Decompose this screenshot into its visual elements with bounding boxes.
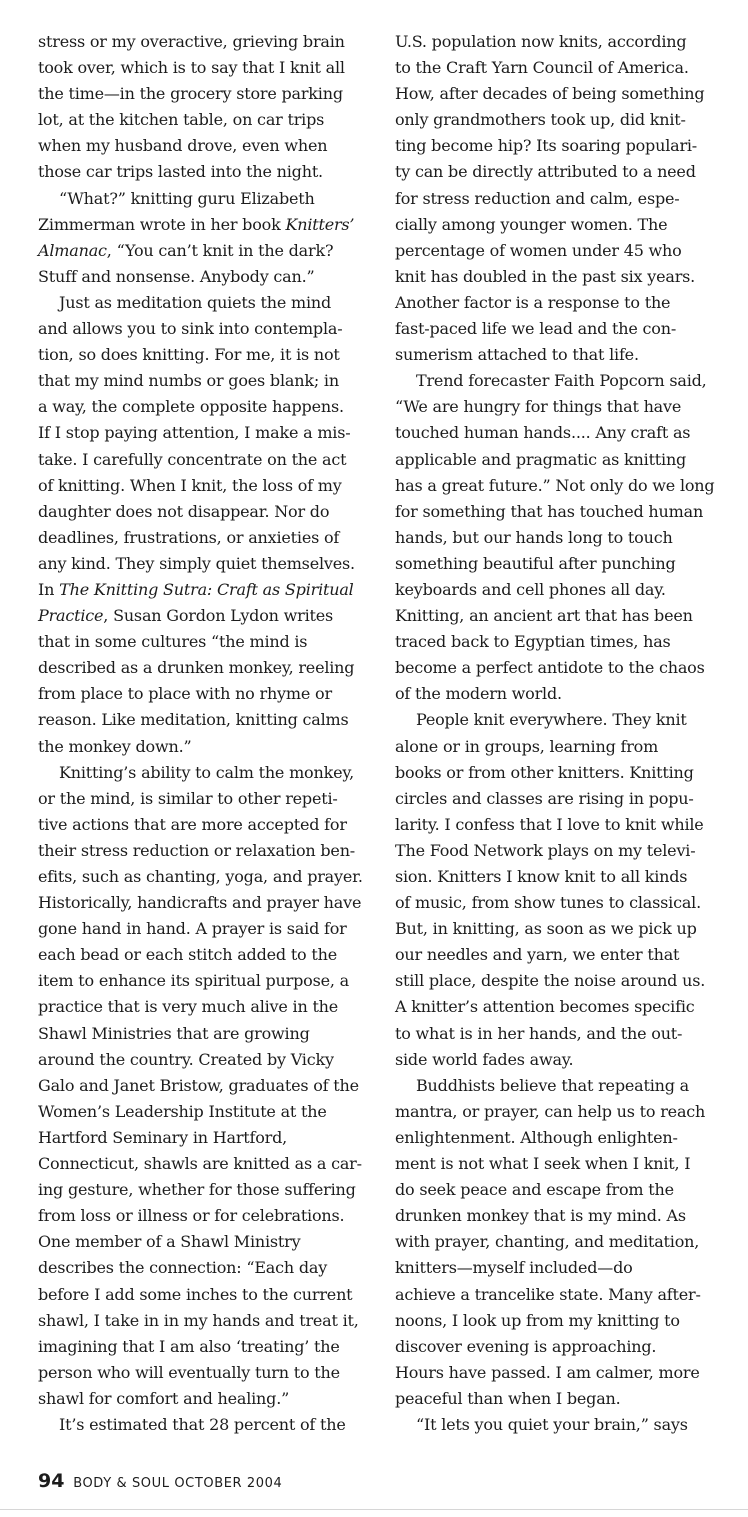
italic-title: Knitters’ Almanac <box>38 214 355 260</box>
body-paragraph <box>395 29 721 368</box>
body-paragraph <box>38 186 364 290</box>
paragraph-text: Knitting’s ability to calm the monkey, or the mind, is similar to other repeti- tive actions that are more accepted for their stress reduction or relaxation ben- efits, such as chanting, yoga, and prayer. Historically, handicrafts and prayer have gone hand in hand. A prayer is said for each bead or each stitch added to the item to enhance its spiritual purpose, a practice that is very much alive in the Shawl Ministries that are growing around the country. Created by Vicky Galo and Janet Bristow, graduates of the Women’s Leadership Institute at the Hartford Seminary in Hartford, Connecticut, shawls are knitted as a car- ing gesture, whether for those suffering from loss or illness or for celebrations. One member of a Shawl Ministry describes the connection: “Each day before I add some inches to the current shawl, I take in in my hands and treat it, imagining that I am also ‘treating’ the person who will eventually turn to the shawl for comfort and healing.” <box>38 762 363 1408</box>
paragraph-text: , Susan Gordon Lydon writes that in some cultures “the mind is described as a drunken monkey, reeling from place to place with no rhyme or reason. Like meditation, knitting calms the monkey down.” <box>38 606 355 756</box>
body-paragraph <box>395 368 721 707</box>
page-footer <box>38 1470 282 1492</box>
paragraph-text: “What?” knitting guru Elizabeth Zimmerman wrote in her book <box>38 188 315 234</box>
publication-line: BODY & SOUL OCTOBER 2004 <box>73 1476 283 1491</box>
paragraph-text: stress or my overactive, grieving brain took over, which is to say that I knit all the time—in the grocery store parking lot, at the kitchen table, on car trips when my husband drove, even when those car trips lasted into the night. <box>38 32 345 182</box>
bottom-rule <box>0 1509 748 1510</box>
body-paragraph <box>395 1412 721 1438</box>
italic-title: The Knitting Sutra: Craft as Spiritual Practice <box>38 579 354 626</box>
paragraph-text: , “You can’t knit in the dark? Stuff and nonsense. Anybody can.” <box>38 240 334 286</box>
paragraph-text: Trend forecaster Faith Popcorn said, “We are hungry for things that have touched human hands.... Any craft as applicable and pragmatic as knitting has a great future.” Not only do we long for something that has touched human hands, but our hands long to touch something beautiful after punching keyboards and cell phones all day. Knitting, an ancient art that has been traced back to Egyptian times, has become a perfect antidote to the chaos of the modern world. <box>395 371 715 704</box>
paragraph-text: U.S. population now knits, according to the Craft Yarn Council of America. How, after decades of being something only grandmothers took up, did knit- ting become hip? Its soaring populari- ty can be directly attributed to a need for stress reduction and calm, espe- cially among younger women. The percentage of women under 45 who knit has doubled in the past six years. Another factor is a response to the fast-paced life we lead and the con- sumerism attached to that life. <box>395 32 705 365</box>
body-paragraph <box>38 290 364 760</box>
paragraph-text: “It lets you quiet your brain,” says <box>416 1414 688 1434</box>
left-text-column <box>38 29 364 1438</box>
body-paragraph <box>38 29 364 186</box>
body-paragraph <box>38 1412 364 1438</box>
paragraph-text: It’s estimated that 28 percent of the <box>59 1414 346 1434</box>
body-paragraph <box>395 1073 721 1412</box>
paragraph-text: People knit everywhere. They knit alone or in groups, learning from books or from other knitters. Knitting circles and classes are rising in popu- larity. I confess that I love to knit while The Food Network plays on my televi- sion. Knitters I know knit to all kinds of music, from show tunes to classical. But, in knitting, as soon as we pick up our needles and yarn, we enter that still place, despite the noise around us. A knitter’s attention becomes specific to what is in her hands, and the out- side world fades away. <box>395 710 706 1069</box>
page-number: 94 <box>38 1470 65 1492</box>
paragraph-text: Just as meditation quiets the mind and allows you to sink into contempla- tion, so does knitting. For me, it is not that my mind numbs or goes blank; in a way, the complete opposite happens. If I stop paying attention, I make a mis- take. I carefully concentrate on the act of knitting. When I knit, the loss of my daughter does not disappear. Nor do deadlines, frustrations, or anxieties of any kind. They simply quiet themselves. In <box>38 292 355 599</box>
body-paragraph <box>38 760 364 1412</box>
paragraph-text: Buddhists believe that repeating a mantra, or prayer, can help us to reach enlightenment. Although enlighten- ment is not what I seek when I knit, I do seek peace and escape from the drunken monkey that is my mind. As with prayer, chanting, and meditation, knitters—myself included—do achieve a trancelike state. Many after- noons, I look up from my knitting to discover evening is approaching. Hours have passed. I am calmer, more peaceful than when I began. <box>395 1075 706 1408</box>
right-text-column <box>395 29 721 1438</box>
body-paragraph <box>395 707 721 1072</box>
